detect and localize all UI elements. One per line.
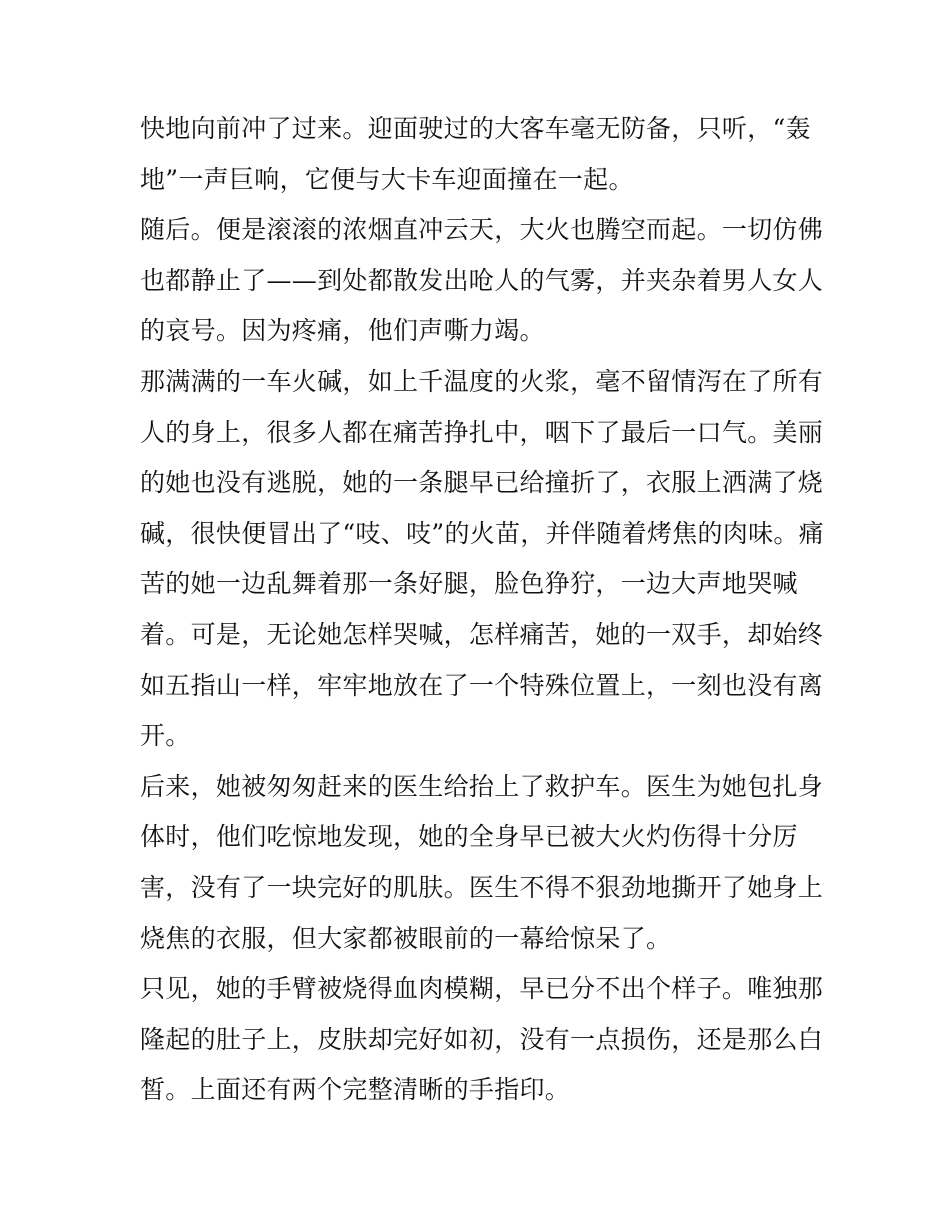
text-line: 体时，他们吃惊地发现，她的全身早已被大火灼伤得十分厉 — [140, 822, 798, 852]
body-text — [140, 104, 824, 1116]
text-line: 后来，她被匆匆赶来的医生给抬上了救护车。医生为她包扎身 — [140, 771, 824, 801]
text-line: 只见，她的手臂被烧得血肉模糊，早已分不出个样子。唯独那 — [140, 974, 824, 1004]
text-line: 开。 — [140, 721, 191, 751]
text-line: 烧焦的衣服，但大家都被眼前的一幕给惊呆了。 — [140, 923, 672, 953]
text-line: 那满满的一车火碱，如上千温度的火浆，毫不留情泻在了所有 — [140, 366, 824, 396]
text-line: 随后。便是滚滚的浓烟直冲云天，大火也腾空而起。一切仿佛 — [140, 215, 824, 245]
text-line: 如五指山一样，牢牢地放在了一个特殊位置上，一刻也没有离 — [140, 670, 824, 700]
text-line: 的哀号。因为疼痛，他们声嘶力竭。 — [140, 316, 545, 346]
text-line: 隆起的肚子上，皮肤却完好如初，没有一点损伤，还是那么白 — [140, 1024, 824, 1054]
text-line: 的她也没有逃脱，她的一条腿早已给撞折了，衣服上洒满了烧 — [140, 468, 824, 498]
text-line: 害，没有了一块完好的肌肤。医生不得不狠劲地撕开了她身上 — [140, 872, 824, 902]
text-line: 着。可是，无论她怎样哭喊，怎样痛苦，她的一双手，却始终 — [140, 619, 824, 649]
text-line: 快地向前冲了过来。迎面驶过的大客车毫无防备，只听，“轰 — [140, 114, 811, 143]
text-line: 碱，很快便冒出了“吱、吱”的火苗，并伴随着烤焦的肉味。痛 — [140, 518, 824, 548]
text-line: 皙。上面还有两个完整清晰的手指印。 — [140, 1075, 571, 1105]
text-line: 地”一声巨响，它便与大卡车迎面撞在一起。 — [140, 164, 634, 194]
text-line: 人的身上，很多人都在痛苦挣扎中，咽下了最后一口气。美丽 — [140, 417, 824, 447]
text-line: 苦的她一边乱舞着那一条好腿，脸色狰狞，一边大声地哭喊 — [140, 569, 798, 599]
text-line: 也都静止了——到处都散发出呛人的气雾，并夹杂着男人女人 — [140, 265, 824, 295]
